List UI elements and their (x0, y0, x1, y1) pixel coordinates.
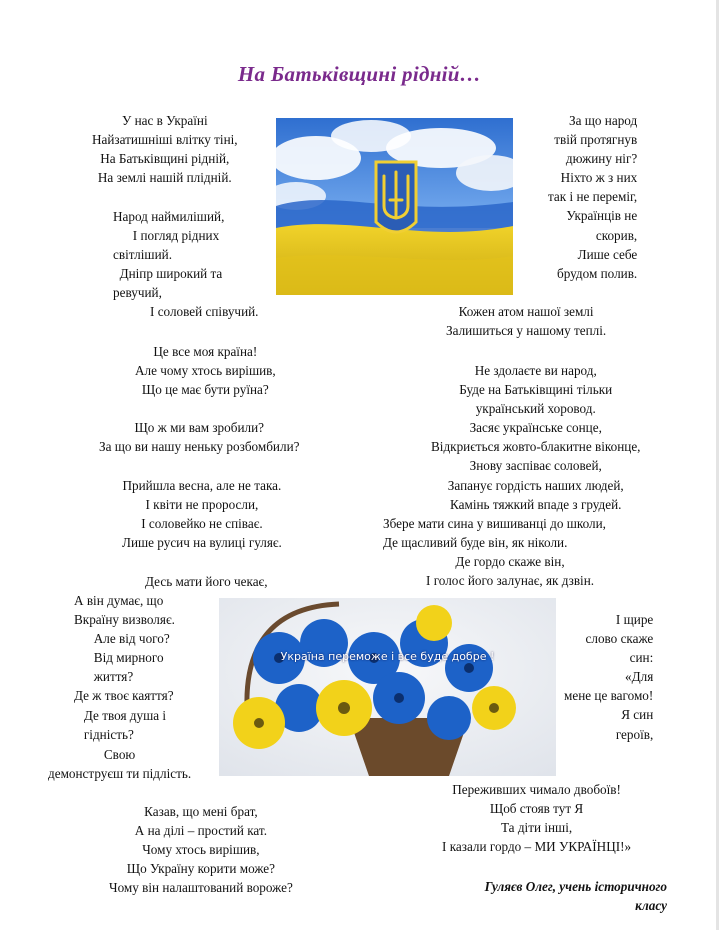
trident-emblem-icon (376, 162, 416, 232)
stanza-2-last: І соловей співучий. (150, 304, 259, 319)
flag-field-illustration (276, 118, 513, 295)
stanza-4: Що ж ми вам зробили? За що ви нашу неньку розбомбили? (99, 420, 300, 455)
right-stanza-3: Не здолаєте ви народ, Буде на Батьківщині тільки український хоровод. Засяє українське сонце, Відкриється жовто-блакитне віконце, Знову заспіває соловей, Запанує гордість наших людей, Камінь тяжкий впаде з грудей. (431, 363, 641, 512)
right-stanza-5: Переживших чимало двобоїв! Щоб стояв тут Я Та діти інші, І казали гордо – МИ УКРАЇНЦІ!» (442, 782, 632, 855)
stanza-6-end: Свою демонструєш ти підлість. (48, 747, 192, 782)
right-stanza-4: І щире слово скаже син: «Для мене це вагомо! Я син героїв, (564, 612, 654, 742)
right-stanza-3-tail: Збере мати сина у вишиванці до школи, Де щасливий буде він, як ніколи. (383, 516, 606, 551)
signature-line-1: Гуляєв Олег, учень історичного (484, 879, 667, 894)
stanza-6-first: Десь мати його чекає, (145, 574, 268, 589)
flower-basket-illustration (219, 598, 556, 776)
image-caption: Україна переможе і все буде добре ! (280, 650, 495, 663)
right-stanza-2: Кожен атом нашої землі Залишиться у нашому теплі. (446, 304, 607, 339)
flag-field-image (276, 118, 513, 295)
right-stanza-1: За що народ твій протягнув дюжину ніг? Ніхто ж з них так і не переміг, Українців не скорив, Лише себе брудом полив. (548, 113, 638, 281)
stanza-6: А він думає, що Вкраїну визволяє. Але від чого? Від мирного життя? Де ж твоє каяття? Де твоя душа і гідність? (74, 593, 175, 742)
stanza-1: У нас в Україні Найзатишніші влітку тіні, На Батьківщині рідній, На землі нашій плідній. (92, 113, 238, 186)
stanza-3: Це все моя країна! Але чому хтось вирішив, Що це має бути руїна? (135, 344, 276, 398)
signature-line-2: класу (635, 898, 667, 914)
stanza-2: Народ наймиліший, І погляд рідних світліший. Дніпр широкий та ревучий, (113, 209, 225, 301)
poem-title: На Батьківщині рідній… (237, 62, 482, 86)
author-signature (485, 877, 667, 915)
right-stanza-3-end: Де гордо скаже він, І голос його залунає, як дзвін. (426, 554, 595, 589)
flower-basket-image (219, 598, 556, 776)
stanza-5: Прийшла весна, але не така. І квіти не проросли, І соловейко не співає. Лише русич на вулиці гуляє. (122, 478, 282, 551)
stanza-7: Казав, що мені брат, А на ділі – простий кат. Чому хтось вирішив, Що Україну корити може? Чому він налаштований вороже? (109, 804, 293, 896)
